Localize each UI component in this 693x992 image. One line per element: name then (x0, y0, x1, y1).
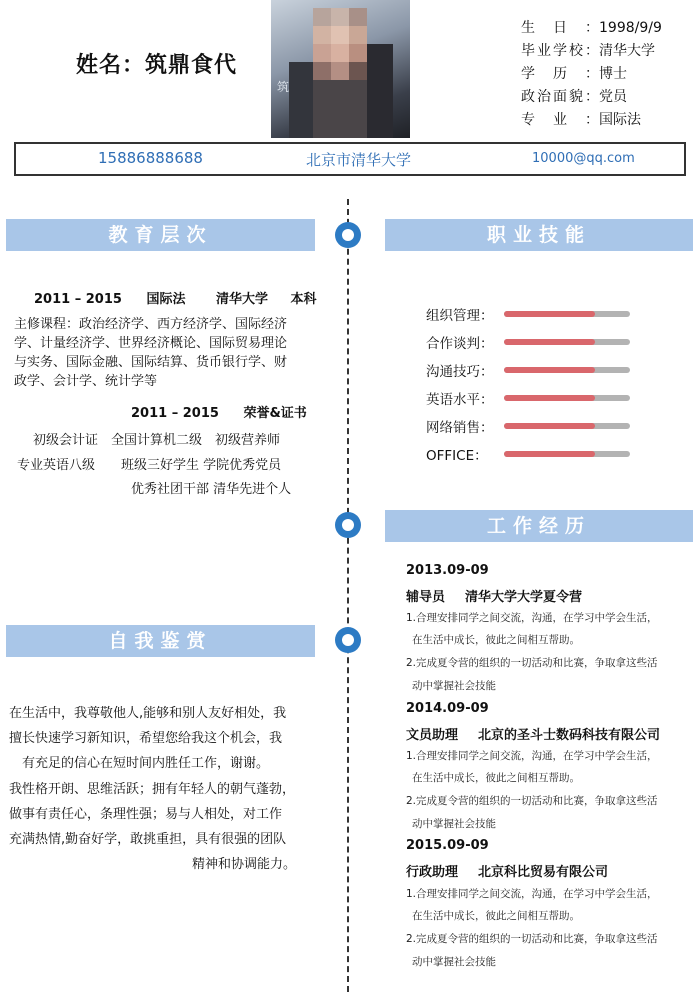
info-label: 政治面貌： (521, 89, 599, 105)
info-value: 党员 (599, 89, 627, 105)
self-eval-line: 做事有责任心，条理性强；易与人相处，对工作 (9, 807, 283, 822)
honors-line: 专业英语八级 班级三好学生 学院优秀党员 (17, 458, 282, 473)
info-value: 1998/9/9 (599, 20, 662, 36)
education-major: 国际法 (146, 292, 186, 307)
work-date: 2014.09-09 (406, 701, 489, 716)
work-desc-line: 动中掌握社会技能 (412, 818, 496, 830)
work-org: 北京的圣斗士数码科技有限公司 (478, 728, 661, 743)
skill-bar (504, 423, 630, 429)
skill-bar-fill (504, 423, 595, 429)
section-header-education: 教育层次 (6, 219, 315, 251)
education-courses-line: 学、计量经济学、世界经济概论、国际贸易理论 (14, 336, 288, 351)
education-school: 清华大学 (216, 292, 269, 307)
contact-email[interactable]: 10000@qq.com (532, 151, 635, 166)
self-eval-line: 我性格开朗、思维活跃；拥有年轻人的朝气蓬勃， (9, 782, 296, 797)
work-desc-line: 动中掌握社会技能 (412, 680, 496, 692)
section-header-self: 自我鉴赏 (6, 625, 315, 657)
honors-title: 荣誉&证书 (243, 406, 307, 421)
work-desc-line: 2.完成夏令营的组织的一切活动和比赛，争取拿这些活 (406, 933, 658, 945)
info-value: 博士 (599, 66, 627, 82)
self-eval-line: 精神和协调能力。 (192, 857, 297, 872)
contact-phone[interactable]: 15886888688 (98, 149, 203, 167)
honors-header-row (131, 404, 307, 423)
honors-period: 2011 – 2015 (131, 406, 219, 421)
self-eval-line: 擅长快速学习新知识，希望您给我这个机会，我 (9, 731, 283, 746)
work-desc-line: 1.合理安排同学之间交流，沟通，在学习中学会生活， (406, 888, 658, 900)
info-value: 国际法 (599, 112, 641, 128)
skill-label: 合作谈判： (426, 336, 494, 352)
work-desc-line: 在生活中成长，彼此之间相互帮助。 (412, 910, 580, 922)
info-row-major (521, 109, 641, 131)
info-label: 生日： (521, 20, 599, 36)
work-title (406, 724, 660, 743)
skill-label: OFFICE： (426, 448, 488, 464)
timeline-dot-icon (335, 222, 361, 248)
info-row-birthday (521, 17, 662, 39)
work-org: 清华大学大学夏令营 (465, 590, 583, 605)
info-row-degree (521, 63, 627, 85)
skill-bar-fill (504, 367, 595, 373)
info-label: 毕业学校： (521, 43, 599, 59)
timeline-line (347, 199, 349, 992)
work-desc-line: 动中掌握社会技能 (412, 956, 496, 968)
skill-label: 英语水平： (426, 392, 494, 408)
education-courses-line: 主修课程：政治经济学、西方经济学、国际经济 (14, 317, 288, 332)
work-title (406, 861, 608, 880)
work-desc-line: 2.完成夏令营的组织的一切活动和比赛，争取拿这些活 (406, 657, 658, 669)
work-org: 北京科比贸易有限公司 (478, 865, 609, 880)
skill-bar (504, 367, 630, 373)
timeline-dot-icon (335, 627, 361, 653)
education-courses-line: 与实务、国际金融、国际结算、货币银行学、财 (14, 355, 288, 370)
work-role: 文员助理 (406, 728, 459, 743)
education-header-row (34, 290, 317, 309)
skill-label: 组织管理： (426, 308, 494, 324)
work-desc-line: 1.合理安排同学之间交流，沟通，在学习中学会生活， (406, 612, 658, 624)
skill-label: 沟通技巧： (426, 364, 494, 380)
work-title (406, 586, 582, 605)
self-eval-line: 充满热情,勤奋好学，敢挑重担，具有很强的团队 (9, 832, 287, 847)
section-header-skills: 职业技能 (385, 219, 693, 251)
skill-bar-fill (504, 311, 595, 317)
info-label: 学历： (521, 66, 599, 82)
education-period: 2011 – 2015 (34, 292, 122, 307)
resume-name: 姓名：筑鼎食代 (76, 53, 238, 78)
info-value: 清华大学 (599, 43, 655, 59)
work-role: 行政助理 (406, 865, 459, 880)
contact-address: 北京市清华大学 (306, 151, 412, 169)
work-desc-line: 在生活中成长，彼此之间相互帮助。 (412, 772, 580, 784)
profile-photo (271, 0, 410, 138)
self-eval-line: 有充足的信心在短时间内胜任工作，谢谢。 (22, 756, 270, 771)
info-row-school (521, 40, 655, 62)
skill-bar (504, 311, 630, 317)
work-desc-line: 2.完成夏令营的组织的一切活动和比赛，争取拿这些活 (406, 795, 658, 807)
section-header-work: 工作经历 (385, 510, 693, 542)
skill-bar (504, 339, 630, 345)
contact-box (14, 142, 686, 176)
info-label: 专业： (521, 112, 599, 128)
skill-bar (504, 395, 630, 401)
work-desc-line: 1.合理安排同学之间交流，沟通，在学习中学会生活， (406, 750, 658, 762)
skill-label: 网络销售： (426, 420, 494, 436)
work-date: 2015.09-09 (406, 838, 489, 853)
education-degree: 本科 (290, 292, 317, 307)
info-row-political (521, 86, 627, 108)
honors-line: 初级会计证 全国计算机二级 初级营养师 (33, 433, 281, 448)
timeline-dot-icon (335, 512, 361, 538)
self-eval-line: 在生活中，我尊敬他人,能够和别人友好相处，我 (9, 706, 287, 721)
education-courses-line: 政学、会计学、统计学等 (14, 374, 158, 389)
honors-line: 优秀社团干部 清华先进个人 (131, 482, 292, 497)
work-date: 2013.09-09 (406, 563, 489, 578)
work-desc-line: 在生活中成长，彼此之间相互帮助。 (412, 634, 580, 646)
work-role: 辅导员 (406, 590, 446, 605)
photo-watermark: 筑 (277, 80, 290, 94)
skill-bar-fill (504, 395, 595, 401)
skill-bar (504, 451, 630, 457)
skill-bar-fill (504, 451, 595, 457)
skill-bar-fill (504, 339, 595, 345)
